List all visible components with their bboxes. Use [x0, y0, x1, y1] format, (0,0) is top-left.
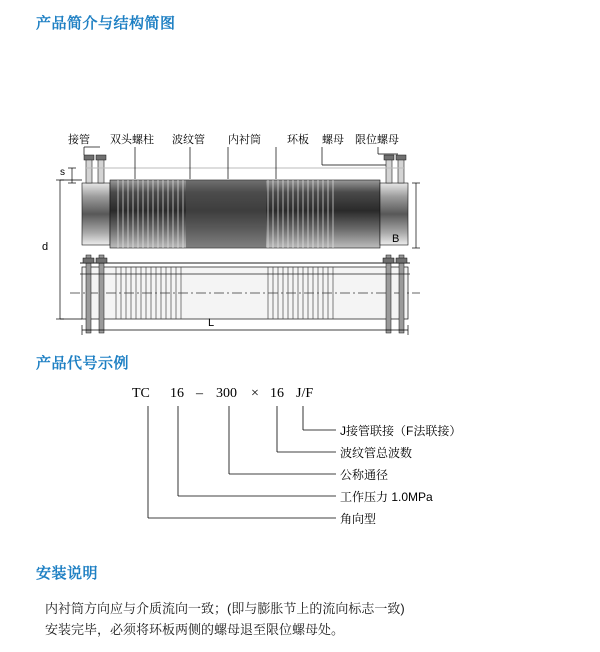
code-description-1: 波纹管总波数 — [340, 446, 413, 460]
section-title-intro: 产品简介与结构简图 — [36, 15, 176, 32]
section-title-install: 安装说明 — [36, 565, 99, 582]
code-description-2: 公称通径 — [340, 468, 389, 482]
code-token-6: J/F — [296, 386, 314, 401]
code-description-3: 工作压力 1.0MPa — [340, 490, 433, 504]
code-token-4: × — [251, 386, 259, 401]
install-notes — [45, 598, 565, 640]
callout-label-4: 环板 — [287, 134, 309, 146]
code-description-4: 角向型 — [340, 512, 377, 526]
dimension-label-B: B — [392, 233, 400, 245]
callout-label-6: 限位螺母 — [355, 134, 399, 146]
code-token-3: 300 — [216, 386, 237, 401]
structure-diagram — [0, 55, 600, 345]
structure-diagram-svg — [0, 55, 600, 345]
dimension-label-L: L — [208, 317, 215, 329]
product-code-leader-lines — [0, 378, 600, 548]
install-note-line-1: 安装完毕，必须将环板两侧的螺母退至限位螺母处。 — [45, 622, 345, 637]
product-code-example — [0, 378, 600, 548]
dimension-label-s: s — [60, 167, 65, 178]
dimension-label-d: d — [42, 241, 49, 253]
code-token-1: 16 — [170, 386, 184, 401]
callout-label-2: 波纹管 — [172, 134, 205, 146]
callout-label-0: 接管 — [68, 134, 90, 146]
callout-label-1: 双头螺柱 — [110, 134, 154, 146]
code-token-5: 16 — [270, 386, 284, 401]
code-token-0: TC — [132, 386, 150, 401]
code-token-2: – — [196, 386, 203, 401]
section-title-code: 产品代号示例 — [36, 355, 130, 372]
callout-label-5: 螺母 — [322, 134, 344, 146]
code-description-0: J接管联接（F法联接） — [340, 424, 462, 438]
install-note-line-0: 内衬筒方向应与介质流向一致；(即与膨胀节上的流向标志一致) — [45, 601, 405, 616]
callout-label-3: 内衬筒 — [228, 134, 261, 146]
